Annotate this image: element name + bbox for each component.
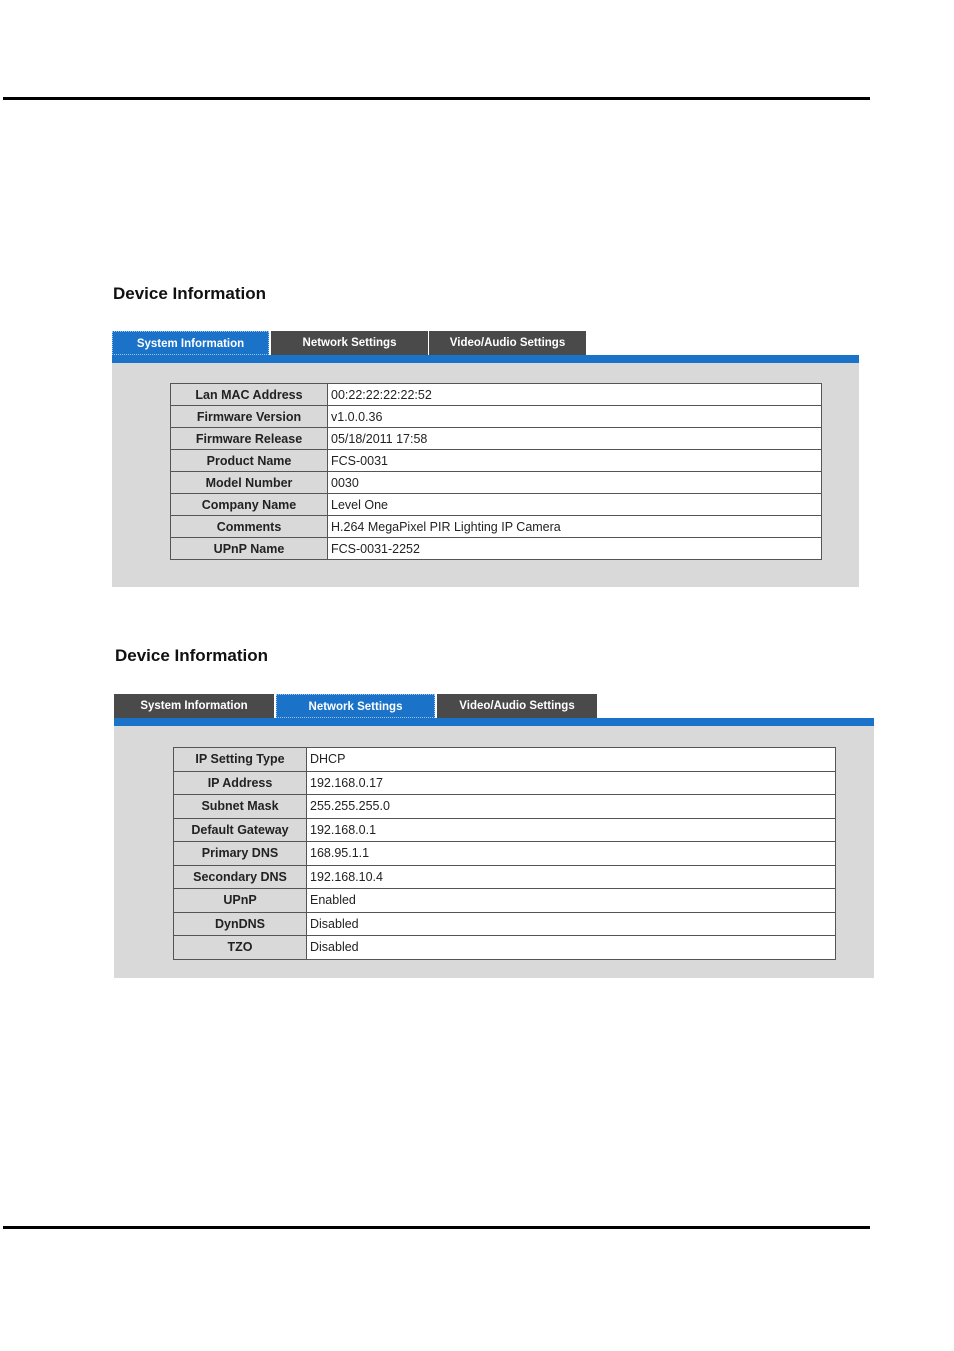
tab-bar — [112, 331, 859, 355]
row-value: Level One — [328, 494, 822, 516]
panel-body — [112, 363, 859, 587]
row-value: 192.168.10.4 — [307, 865, 836, 889]
row-value: 255.255.255.0 — [307, 795, 836, 819]
section-title-network: Device Information — [115, 646, 269, 665]
row-label: TZO — [174, 936, 307, 960]
network-settings-table — [173, 747, 836, 960]
row-label: UPnP — [174, 889, 307, 913]
row-value: Disabled — [307, 936, 836, 960]
table-row — [171, 450, 822, 472]
table-row — [174, 748, 836, 772]
tab-video-audio-settings[interactable]: Video/Audio Settings — [429, 331, 586, 355]
row-label: Model Number — [171, 472, 328, 494]
tab-bar — [114, 694, 874, 718]
row-value: Disabled — [307, 912, 836, 936]
row-label: Lan MAC Address — [171, 384, 328, 406]
row-label: IP Address — [174, 771, 307, 795]
tab-system-information[interactable]: System Information — [114, 694, 274, 718]
row-value: FCS-0031-2252 — [328, 538, 822, 560]
row-value: H.264 MegaPixel PIR Lighting IP Camera — [328, 516, 822, 538]
row-value: 00:22:22:22:22:52 — [328, 384, 822, 406]
tab-network-settings[interactable]: Network Settings — [276, 694, 435, 718]
row-label: Firmware Version — [171, 406, 328, 428]
table-row — [174, 912, 836, 936]
tab-video-audio-settings[interactable]: Video/Audio Settings — [437, 694, 597, 718]
row-label: UPnP Name — [171, 538, 328, 560]
row-value: FCS-0031 — [328, 450, 822, 472]
row-label: Comments — [171, 516, 328, 538]
system-info-table — [170, 383, 822, 560]
tab-network-settings[interactable]: Network Settings — [271, 331, 428, 355]
row-value: 192.168.0.1 — [307, 818, 836, 842]
table-row — [174, 889, 836, 913]
row-label: Firmware Release — [171, 428, 328, 450]
row-label: IP Setting Type — [174, 748, 307, 772]
table-row — [171, 494, 822, 516]
table-row — [174, 795, 836, 819]
row-label: Company Name — [171, 494, 328, 516]
table-row — [171, 472, 822, 494]
row-label: DynDNS — [174, 912, 307, 936]
top-divider-line — [3, 97, 870, 100]
network-settings-panel — [114, 694, 874, 978]
table-row — [174, 936, 836, 960]
row-label: Subnet Mask — [174, 795, 307, 819]
table-row — [174, 771, 836, 795]
section-title-system: Device Information — [113, 284, 267, 303]
row-value: Enabled — [307, 889, 836, 913]
tab-system-information[interactable]: System Information — [112, 331, 269, 355]
table-row — [174, 818, 836, 842]
row-label: Secondary DNS — [174, 865, 307, 889]
row-value: 168.95.1.1 — [307, 842, 836, 866]
row-label: Default Gateway — [174, 818, 307, 842]
row-label: Primary DNS — [174, 842, 307, 866]
row-value: DHCP — [307, 748, 836, 772]
system-info-panel — [112, 331, 859, 587]
table-row — [171, 406, 822, 428]
table-row — [171, 516, 822, 538]
tab-underline-bar — [112, 355, 859, 363]
row-value: 05/18/2011 17:58 — [328, 428, 822, 450]
panel-body — [114, 726, 874, 978]
table-row — [171, 384, 822, 406]
table-row — [174, 865, 836, 889]
row-label: Product Name — [171, 450, 328, 472]
table-row — [171, 538, 822, 560]
row-value: 192.168.0.17 — [307, 771, 836, 795]
tab-underline-bar — [114, 718, 874, 726]
row-value: 0030 — [328, 472, 822, 494]
bottom-divider-line — [3, 1226, 870, 1229]
row-value: v1.0.0.36 — [328, 406, 822, 428]
table-row — [174, 842, 836, 866]
table-row — [171, 428, 822, 450]
